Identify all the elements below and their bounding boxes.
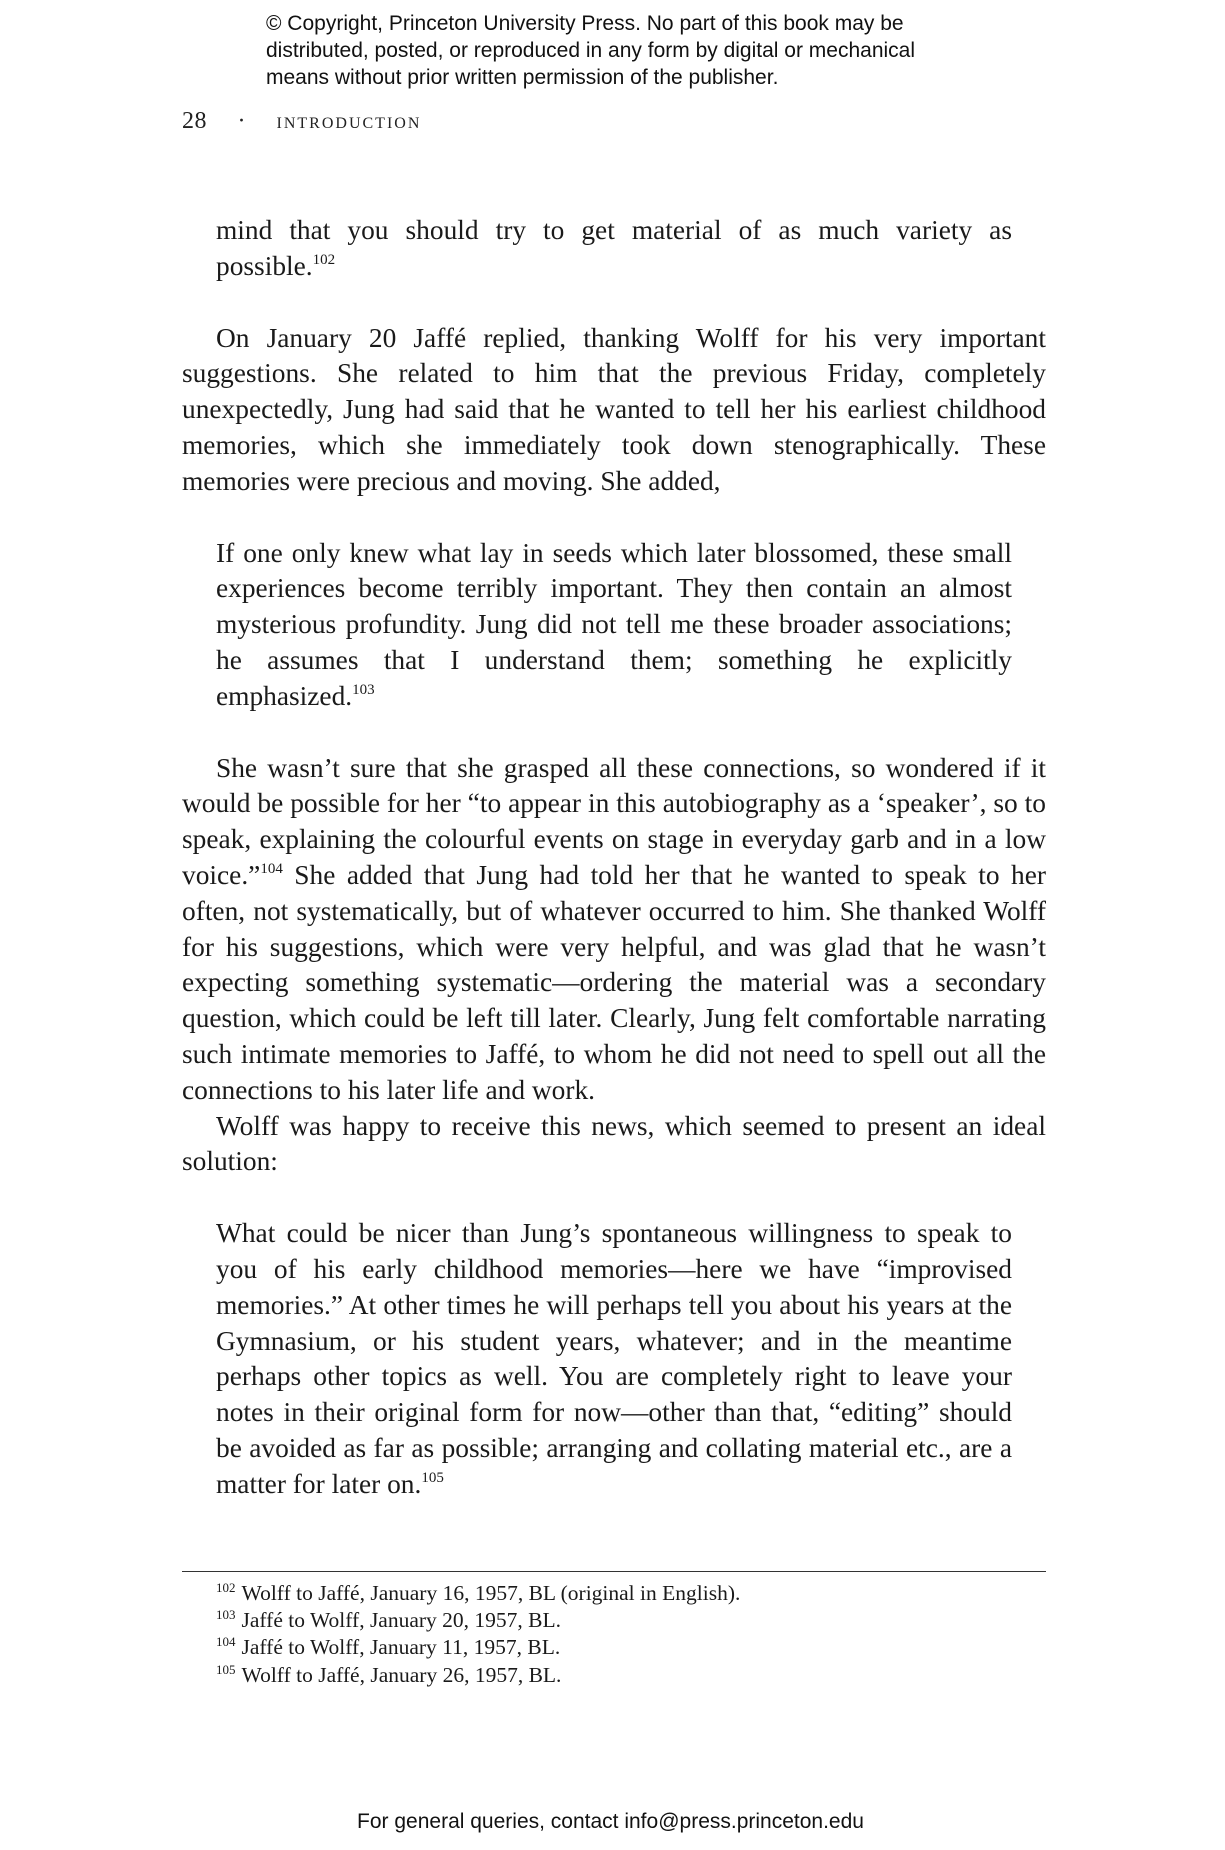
paragraph [182, 751, 1046, 1109]
running-head-section: introduction [276, 108, 422, 133]
contact-footer [0, 1810, 1225, 1834]
footnote-text: Wolff to Jaffé, January 16, 1957, BL (original in English). [241, 1581, 741, 1605]
footnote [216, 1607, 1046, 1634]
copyright-line: © Copyright, Princeton University Press. No part of this book may be [266, 12, 904, 35]
block-quote [216, 536, 1012, 715]
main-text [182, 213, 1046, 1503]
footnote-ref[interactable]: 105 [421, 1469, 444, 1486]
footnote-ref[interactable]: 103 [352, 681, 375, 698]
contact-text: For general queries, contact info@press.princeton.edu [357, 1810, 864, 1833]
paragraph-text: She wasn’t sure that she grasped all these connections, so wondered if it would be possible for her “to appear in this autobiography as a ‘speaker’, so to speak, explaining the colourful events on stage in everyday garb and in a low voice.” [182, 752, 1046, 890]
block-quote [216, 1216, 1012, 1502]
paragraph [182, 321, 1046, 500]
footnote-divider [182, 1571, 1046, 1572]
page-number: 28 [182, 108, 207, 134]
quote-text: What could be nicer than Jung’s spontaneous willingness to speak to you of his early childhood memories—here we have “improvised memories.” At other times he will perhaps tell you about his years at the Gymnasium, or his student years, whatever; and in the meantime perhaps other topics as well. You are completely right to leave your notes in their original form for now—other than that, “editing” should be avoided as far as possible; arranging and collating material etc., are a matter for later on. [216, 1218, 1012, 1499]
paragraph-text: She added that Jung had told her that he wanted to speak to her often, not systematically, but of whatever occurred to him. She thanked Wolff for his suggestions, which were very helpful, and was glad that he wasn’t expecting something systematic—ordering the material was a secondary question, which could be left till later. Clearly, Jung felt comfortable narrating such intimate memories to Jaffé, to whom he did not need to spell out all the connections to his later life and work. [182, 859, 1046, 1105]
footnotes [216, 1580, 1046, 1689]
copyright-line: means without prior written permission of the publisher. [266, 66, 779, 89]
footnote-ref[interactable]: 104 [260, 860, 283, 877]
footnote-text: Wolff to Jaffé, January 26, 1957, BL. [241, 1662, 562, 1687]
footnote-number: 103 [216, 1607, 236, 1623]
paragraph-text: Wolff was happy to receive this news, which seemed to present an ideal solution: [182, 1110, 1046, 1177]
quote-text: If one only knew what lay in seeds which later blossomed, these small experiences become terribly important. They then contain an almost mysterious profundity. Jung did not tell me these broader associations; he assumes that I understand them; something he explicitly emphasized. [216, 537, 1012, 711]
paragraph [182, 1109, 1046, 1181]
footnote [216, 1580, 1046, 1607]
footnote-number: 105 [216, 1661, 236, 1677]
footnote-ref[interactable]: 102 [312, 251, 336, 268]
block-quote [216, 213, 1012, 285]
running-head [182, 108, 421, 135]
footnote [216, 1634, 1046, 1661]
quote-text: mind that you should try to get material of as much variety as possible. [216, 215, 1012, 281]
copyright-line: distributed, posted, or reproduced in any form by digital or mechanical [266, 39, 916, 62]
paragraph-text: On January 20 Jaffé replied, thanking Wolff for his very important suggestions. She related to him that the previous Friday, completely unexpectedly, Jung had said that he wanted to tell her his earliest childhood memories, which she immediately took down stenographically. These memories were precious and moving. She added, [182, 322, 1046, 496]
footnote-number: 104 [216, 1634, 236, 1650]
footnote [216, 1662, 1046, 1689]
footnote-number: 102 [216, 1580, 236, 1595]
copyright-notice [266, 10, 1026, 91]
footnote-text: Jaffé to Wolff, January 11, 1957, BL. [241, 1635, 561, 1660]
running-head-separator: · [237, 108, 246, 134]
footnote-text: Jaffé to Wolff, January 20, 1957, BL. [241, 1608, 562, 1633]
